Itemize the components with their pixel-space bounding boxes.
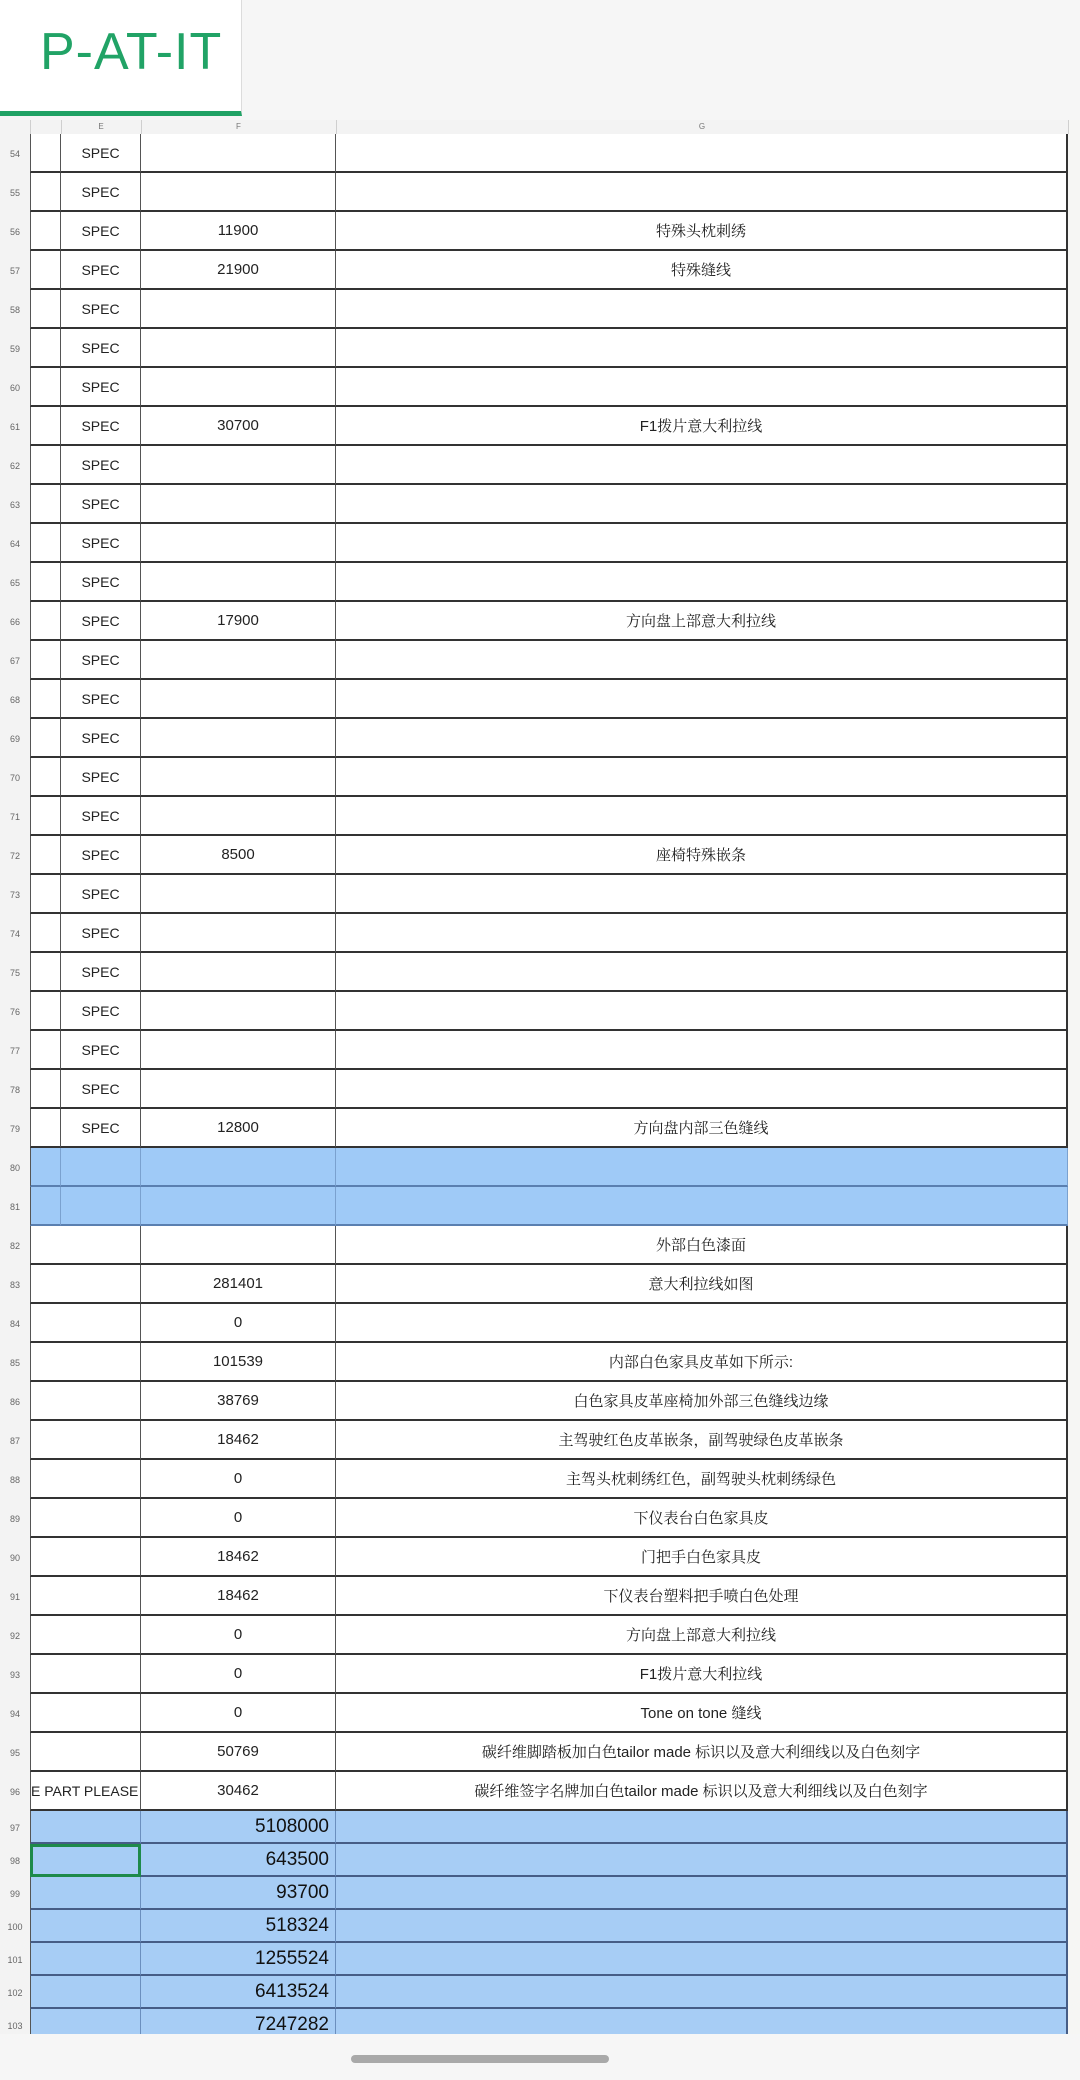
cell-e[interactable] xyxy=(30,1733,141,1772)
row-number[interactable]: 84 xyxy=(0,1304,30,1343)
cell-f[interactable] xyxy=(141,485,336,524)
cell-g[interactable]: 下仪表台白色家具皮 xyxy=(336,1499,1068,1538)
cell-g[interactable]: Tone on tone 缝线 xyxy=(336,1694,1068,1733)
cell-f[interactable]: 0 xyxy=(141,1460,336,1499)
cell-g[interactable]: 方向盘上部意大利拉线 xyxy=(336,1616,1068,1655)
table-row-highlighted xyxy=(0,1148,1068,1187)
total-row xyxy=(0,1811,1068,1844)
cell-d[interactable] xyxy=(30,134,61,173)
table-row xyxy=(0,1655,1068,1694)
row-number[interactable]: 55 xyxy=(0,173,30,212)
cell-f[interactable] xyxy=(141,1070,336,1109)
cell-e[interactable]: SPEC xyxy=(61,1031,141,1070)
cell-g[interactable]: 门把手白色家具皮 xyxy=(336,1538,1068,1577)
cell-g[interactable] xyxy=(336,134,1068,173)
cell-e[interactable] xyxy=(30,1694,141,1733)
cell-d[interactable] xyxy=(30,329,61,368)
table-row-highlighted xyxy=(0,1187,1068,1226)
cell-f[interactable] xyxy=(141,992,336,1031)
cell-e[interactable] xyxy=(30,1844,141,1877)
cell-f[interactable] xyxy=(141,446,336,485)
row-number[interactable]: 89 xyxy=(0,1499,30,1538)
cell-g[interactable] xyxy=(336,173,1068,212)
cell-e[interactable]: SPEC xyxy=(61,836,141,875)
table-row xyxy=(0,1772,1068,1811)
app-logo-tab[interactable] xyxy=(0,0,242,116)
row-number[interactable]: 63 xyxy=(0,485,30,524)
cell-g[interactable] xyxy=(336,1811,1068,1844)
cell-f[interactable] xyxy=(141,329,336,368)
cell-f[interactable] xyxy=(141,134,336,173)
cell-e[interactable] xyxy=(30,1910,141,1943)
row-number[interactable]: 66 xyxy=(0,602,30,641)
cell-f[interactable] xyxy=(141,173,336,212)
cell-e[interactable] xyxy=(30,1538,141,1577)
cell-d[interactable] xyxy=(30,563,61,602)
cell-g[interactable] xyxy=(336,485,1068,524)
cell-e[interactable]: SPEC xyxy=(61,368,141,407)
total-row xyxy=(0,1976,1068,2009)
table-row xyxy=(0,1382,1068,1421)
cell-e[interactable]: SPEC xyxy=(61,173,141,212)
cell-d[interactable] xyxy=(30,797,61,836)
cell-g[interactable] xyxy=(336,641,1068,680)
row-number[interactable]: 64 xyxy=(0,524,30,563)
row-number[interactable]: 72 xyxy=(0,836,30,875)
row-number[interactable]: 59 xyxy=(0,329,30,368)
cell-e[interactable]: SPEC xyxy=(61,407,141,446)
row-number[interactable]: 82 xyxy=(0,1226,30,1265)
cell-f[interactable] xyxy=(141,719,336,758)
cell-e[interactable] xyxy=(30,1577,141,1616)
table-row xyxy=(0,719,1068,758)
row-number[interactable]: 75 xyxy=(0,953,30,992)
cell-e[interactable]: SPEC xyxy=(61,290,141,329)
cell-e[interactable] xyxy=(30,1499,141,1538)
cell-g[interactable]: 主驾驶红色皮革嵌条，副驾驶绿色皮革嵌条 xyxy=(336,1421,1068,1460)
row-number[interactable]: 85 xyxy=(0,1343,30,1382)
table-row xyxy=(0,407,1068,446)
cell-f[interactable]: 0 xyxy=(141,1304,336,1343)
row-number[interactable]: 61 xyxy=(0,407,30,446)
cell-g[interactable]: 白色家具皮革座椅加外部三色缝线边缘 xyxy=(336,1382,1068,1421)
top-bar xyxy=(0,0,1080,120)
table-row xyxy=(0,953,1068,992)
row-number[interactable]: 100 xyxy=(0,1910,30,1943)
cell-g[interactable] xyxy=(336,1910,1068,1943)
cell-f[interactable]: 101539 xyxy=(141,1343,336,1382)
row-number[interactable]: 78 xyxy=(0,1070,30,1109)
cell-g[interactable] xyxy=(336,875,1068,914)
cell-f[interactable]: 8500 xyxy=(141,836,336,875)
cell-f[interactable]: 18462 xyxy=(141,1538,336,1577)
row-number[interactable]: 99 xyxy=(0,1877,30,1910)
table-row xyxy=(0,1109,1068,1148)
row-number[interactable]: 103 xyxy=(0,2009,30,2042)
cell-d[interactable] xyxy=(30,173,61,212)
column-header-bar xyxy=(0,120,1068,135)
cell-f[interactable]: 0 xyxy=(141,1616,336,1655)
row-number[interactable]: 65 xyxy=(0,563,30,602)
row-number[interactable]: 101 xyxy=(0,1943,30,1976)
table-row xyxy=(0,251,1068,290)
row-number[interactable]: 71 xyxy=(0,797,30,836)
table-row xyxy=(0,485,1068,524)
cell-d[interactable] xyxy=(30,368,61,407)
cell-g[interactable] xyxy=(336,1976,1068,2009)
cell-f[interactable]: 11900 xyxy=(141,212,336,251)
column-header-d[interactable] xyxy=(30,120,62,134)
table-row xyxy=(0,1538,1068,1577)
cell-f[interactable]: 518324 xyxy=(141,1910,336,1943)
cell-g[interactable] xyxy=(336,1304,1068,1343)
cell-f[interactable]: 643500 xyxy=(141,1844,336,1877)
cell-d[interactable] xyxy=(30,914,61,953)
table-row xyxy=(0,1304,1068,1343)
column-header-e[interactable]: E xyxy=(61,120,142,134)
cell-g[interactable] xyxy=(336,329,1068,368)
cell-g[interactable] xyxy=(336,953,1068,992)
cell-g[interactable] xyxy=(336,563,1068,602)
cell-f[interactable] xyxy=(141,914,336,953)
cell-e[interactable] xyxy=(30,1265,141,1304)
cell-g[interactable] xyxy=(336,758,1068,797)
cell-d[interactable] xyxy=(30,602,61,641)
cell-g[interactable]: 意大利拉线如图 xyxy=(336,1265,1068,1304)
cell-e[interactable]: SPEC xyxy=(61,641,141,680)
cell-d[interactable] xyxy=(30,485,61,524)
row-number[interactable]: 96 xyxy=(0,1772,30,1811)
table-row xyxy=(0,1616,1068,1655)
cell-e[interactable] xyxy=(30,1976,141,2009)
cell-f[interactable]: 7247282 xyxy=(141,2009,336,2042)
cell-f[interactable]: 18462 xyxy=(141,1421,336,1460)
table-row xyxy=(0,290,1068,329)
table-row xyxy=(0,992,1068,1031)
cell-f[interactable] xyxy=(141,368,336,407)
table-row xyxy=(0,758,1068,797)
cell-e[interactable]: SPEC xyxy=(61,719,141,758)
cell-e[interactable]: SPEC xyxy=(61,563,141,602)
cell-g[interactable] xyxy=(336,1844,1068,1877)
cell-g[interactable] xyxy=(336,290,1068,329)
table-row xyxy=(0,1460,1068,1499)
row-number[interactable]: 79 xyxy=(0,1109,30,1148)
corner-header[interactable] xyxy=(0,120,31,134)
column-header-g[interactable]: G xyxy=(336,120,1069,134)
cell-g[interactable] xyxy=(336,680,1068,719)
row-number[interactable]: 57 xyxy=(0,251,30,290)
cell-d[interactable] xyxy=(30,1109,61,1148)
row-number[interactable]: 95 xyxy=(0,1733,30,1772)
cell-e[interactable]: E PART PLEASE xyxy=(30,1772,141,1811)
cell-f[interactable]: 0 xyxy=(141,1694,336,1733)
cell-d[interactable] xyxy=(30,212,61,251)
cell-e[interactable] xyxy=(30,1811,141,1844)
cell-g[interactable] xyxy=(336,1187,1068,1226)
table-row xyxy=(0,368,1068,407)
cell-g[interactable] xyxy=(336,446,1068,485)
row-number[interactable]: 69 xyxy=(0,719,30,758)
cell-g[interactable] xyxy=(336,524,1068,563)
cell-d[interactable] xyxy=(30,251,61,290)
cell-f[interactable] xyxy=(141,641,336,680)
row-number[interactable]: 81 xyxy=(0,1187,30,1226)
cell-d[interactable] xyxy=(30,290,61,329)
cell-e[interactable]: SPEC xyxy=(61,680,141,719)
cell-f[interactable]: 5108000 xyxy=(141,1811,336,1844)
table-row xyxy=(0,1226,1068,1265)
table-row xyxy=(0,1733,1068,1772)
cell-e[interactable] xyxy=(30,1304,141,1343)
cell-g[interactable]: F1拨片意大利拉线 xyxy=(336,1655,1068,1694)
row-number[interactable]: 56 xyxy=(0,212,30,251)
table-row xyxy=(0,1343,1068,1382)
table-row xyxy=(0,1031,1068,1070)
cell-f[interactable] xyxy=(141,680,336,719)
table-row xyxy=(0,875,1068,914)
table-row xyxy=(0,602,1068,641)
cell-f[interactable] xyxy=(141,875,336,914)
table-row xyxy=(0,212,1068,251)
row-number[interactable]: 92 xyxy=(0,1616,30,1655)
cell-e[interactable]: SPEC xyxy=(61,485,141,524)
cell-f[interactable] xyxy=(141,1226,336,1265)
cell-e[interactable] xyxy=(30,1460,141,1499)
row-number[interactable]: 67 xyxy=(0,641,30,680)
cell-f[interactable]: 21900 xyxy=(141,251,336,290)
row-number[interactable]: 83 xyxy=(0,1265,30,1304)
cell-g[interactable] xyxy=(336,914,1068,953)
cell-e[interactable]: SPEC xyxy=(61,992,141,1031)
table-row xyxy=(0,1421,1068,1460)
cell-e[interactable]: SPEC xyxy=(61,446,141,485)
cell-g[interactable]: 碳纤维脚踏板加白色tailor made 标识以及意大利细线以及白色刻字 xyxy=(336,1733,1068,1772)
row-number[interactable]: 88 xyxy=(0,1460,30,1499)
cell-g[interactable] xyxy=(336,992,1068,1031)
cell-g[interactable] xyxy=(336,1031,1068,1070)
cell-g[interactable]: 下仪表台塑料把手喷白色处理 xyxy=(336,1577,1068,1616)
row-number[interactable]: 94 xyxy=(0,1694,30,1733)
cell-f[interactable]: 12800 xyxy=(141,1109,336,1148)
cell-f[interactable]: 281401 xyxy=(141,1265,336,1304)
table-row xyxy=(0,173,1068,212)
table-row xyxy=(0,1694,1068,1733)
cell-d[interactable] xyxy=(30,680,61,719)
row-number[interactable]: 86 xyxy=(0,1382,30,1421)
cell-e[interactable]: SPEC xyxy=(61,1070,141,1109)
total-row xyxy=(0,1943,1068,1976)
row-number[interactable]: 74 xyxy=(0,914,30,953)
cell-f[interactable] xyxy=(141,1187,336,1226)
cell-g[interactable]: 主驾头枕刺绣红色，副驾驶头枕刺绣绿色 xyxy=(336,1460,1068,1499)
cell-g[interactable]: 特殊头枕刺绣 xyxy=(336,212,1068,251)
cell-e[interactable]: SPEC xyxy=(61,134,141,173)
cell-e[interactable] xyxy=(61,1187,141,1226)
cell-g[interactable]: 座椅特殊嵌条 xyxy=(336,836,1068,875)
cell-d[interactable] xyxy=(30,1187,61,1226)
cell-e[interactable]: SPEC xyxy=(61,875,141,914)
table-row xyxy=(0,1499,1068,1538)
row-number[interactable]: 62 xyxy=(0,446,30,485)
cell-g[interactable]: F1拨片意大利拉线 xyxy=(336,407,1068,446)
cell-f[interactable]: 1255524 xyxy=(141,1943,336,1976)
total-row xyxy=(0,1844,1068,1877)
cell-g[interactable] xyxy=(336,797,1068,836)
cell-d[interactable] xyxy=(30,719,61,758)
cell-f[interactable] xyxy=(141,524,336,563)
cell-d[interactable] xyxy=(30,875,61,914)
cell-e[interactable]: SPEC xyxy=(61,524,141,563)
cell-e[interactable]: SPEC xyxy=(61,914,141,953)
row-number[interactable]: 90 xyxy=(0,1538,30,1577)
cell-f[interactable]: 38769 xyxy=(141,1382,336,1421)
cell-e[interactable] xyxy=(30,1421,141,1460)
total-row xyxy=(0,1910,1068,1943)
row-number[interactable]: 93 xyxy=(0,1655,30,1694)
home-indicator[interactable] xyxy=(351,2055,609,2063)
row-number[interactable]: 70 xyxy=(0,758,30,797)
row-number[interactable]: 98 xyxy=(0,1844,30,1877)
row-number[interactable]: 80 xyxy=(0,1148,30,1187)
cell-f[interactable] xyxy=(141,797,336,836)
table-row xyxy=(0,329,1068,368)
cell-g[interactable] xyxy=(336,1877,1068,1910)
row-number[interactable]: 91 xyxy=(0,1577,30,1616)
cell-d[interactable] xyxy=(30,992,61,1031)
cell-e[interactable]: SPEC xyxy=(61,602,141,641)
cell-e[interactable]: SPEC xyxy=(61,212,141,251)
cell-f[interactable] xyxy=(141,758,336,797)
table-row xyxy=(0,1265,1068,1304)
cell-d[interactable] xyxy=(30,1031,61,1070)
cell-g[interactable] xyxy=(336,1148,1068,1187)
cell-e[interactable] xyxy=(30,1877,141,1910)
row-number[interactable]: 68 xyxy=(0,680,30,719)
cell-f[interactable]: 30462 xyxy=(141,1772,336,1811)
cell-f[interactable] xyxy=(141,563,336,602)
cell-g[interactable]: 特殊缝线 xyxy=(336,251,1068,290)
cell-e[interactable] xyxy=(30,1616,141,1655)
table-row xyxy=(0,641,1068,680)
total-row xyxy=(0,1877,1068,1910)
row-number[interactable]: 60 xyxy=(0,368,30,407)
cell-e[interactable] xyxy=(30,1226,141,1265)
table-row xyxy=(0,563,1068,602)
row-number[interactable]: 97 xyxy=(0,1811,30,1844)
table-row xyxy=(0,1577,1068,1616)
cell-e[interactable] xyxy=(30,1382,141,1421)
cell-e[interactable] xyxy=(61,1148,141,1187)
cell-g[interactable] xyxy=(336,1070,1068,1109)
row-number[interactable]: 87 xyxy=(0,1421,30,1460)
cell-e[interactable] xyxy=(30,1655,141,1694)
cell-d[interactable] xyxy=(30,758,61,797)
cell-e[interactable]: SPEC xyxy=(61,329,141,368)
cell-d[interactable] xyxy=(30,836,61,875)
row-number[interactable]: 54 xyxy=(0,134,30,173)
cell-f[interactable]: 6413524 xyxy=(141,1976,336,2009)
row-number[interactable]: 58 xyxy=(0,290,30,329)
cell-f[interactable] xyxy=(141,290,336,329)
cell-d[interactable] xyxy=(30,524,61,563)
cell-d[interactable] xyxy=(30,446,61,485)
cell-g[interactable]: 外部白色漆面 xyxy=(336,1226,1068,1265)
cell-f[interactable]: 18462 xyxy=(141,1577,336,1616)
cell-g[interactable]: 方向盘内部三色缝线 xyxy=(336,1109,1068,1148)
cell-e[interactable]: SPEC xyxy=(61,1109,141,1148)
cell-f[interactable]: 30700 xyxy=(141,407,336,446)
table-row xyxy=(0,836,1068,875)
column-header-f[interactable]: F xyxy=(141,120,337,134)
cell-g[interactable]: 碳纤维签字名牌加白色tailor made 标识以及意大利细线以及白色刻字 xyxy=(336,1772,1068,1811)
cell-f[interactable] xyxy=(141,1148,336,1187)
table-row xyxy=(0,524,1068,563)
cell-f[interactable]: 0 xyxy=(141,1499,336,1538)
app-logo: P-AT-IT xyxy=(40,23,223,81)
cell-f[interactable]: 50769 xyxy=(141,1733,336,1772)
row-number[interactable]: 102 xyxy=(0,1976,30,2009)
cell-e[interactable] xyxy=(30,1943,141,1976)
cell-f[interactable]: 93700 xyxy=(141,1877,336,1910)
table-row xyxy=(0,1070,1068,1109)
cell-f[interactable]: 0 xyxy=(141,1655,336,1694)
cell-f[interactable] xyxy=(141,953,336,992)
cell-e[interactable]: SPEC xyxy=(61,797,141,836)
cell-f[interactable] xyxy=(141,1031,336,1070)
cell-d[interactable] xyxy=(30,407,61,446)
cell-e[interactable]: SPEC xyxy=(61,953,141,992)
cell-g[interactable]: 方向盘上部意大利拉线 xyxy=(336,602,1068,641)
row-number[interactable]: 77 xyxy=(0,1031,30,1070)
table-row xyxy=(0,134,1068,173)
table-row xyxy=(0,680,1068,719)
cell-d[interactable] xyxy=(30,641,61,680)
cell-e[interactable] xyxy=(30,1343,141,1382)
cell-g[interactable] xyxy=(336,368,1068,407)
row-number[interactable]: 76 xyxy=(0,992,30,1031)
cell-g[interactable]: 内部白色家具皮革如下所示: xyxy=(336,1343,1068,1382)
table-row xyxy=(0,446,1068,485)
cell-d[interactable] xyxy=(30,1148,61,1187)
cell-e[interactable]: SPEC xyxy=(61,251,141,290)
cell-f[interactable]: 17900 xyxy=(141,602,336,641)
row-number[interactable]: 73 xyxy=(0,875,30,914)
cell-d[interactable] xyxy=(30,1070,61,1109)
cell-g[interactable] xyxy=(336,1943,1068,1976)
cell-e[interactable]: SPEC xyxy=(61,758,141,797)
cell-d[interactable] xyxy=(30,953,61,992)
cell-g[interactable] xyxy=(336,719,1068,758)
table-row xyxy=(0,797,1068,836)
table-row xyxy=(0,914,1068,953)
